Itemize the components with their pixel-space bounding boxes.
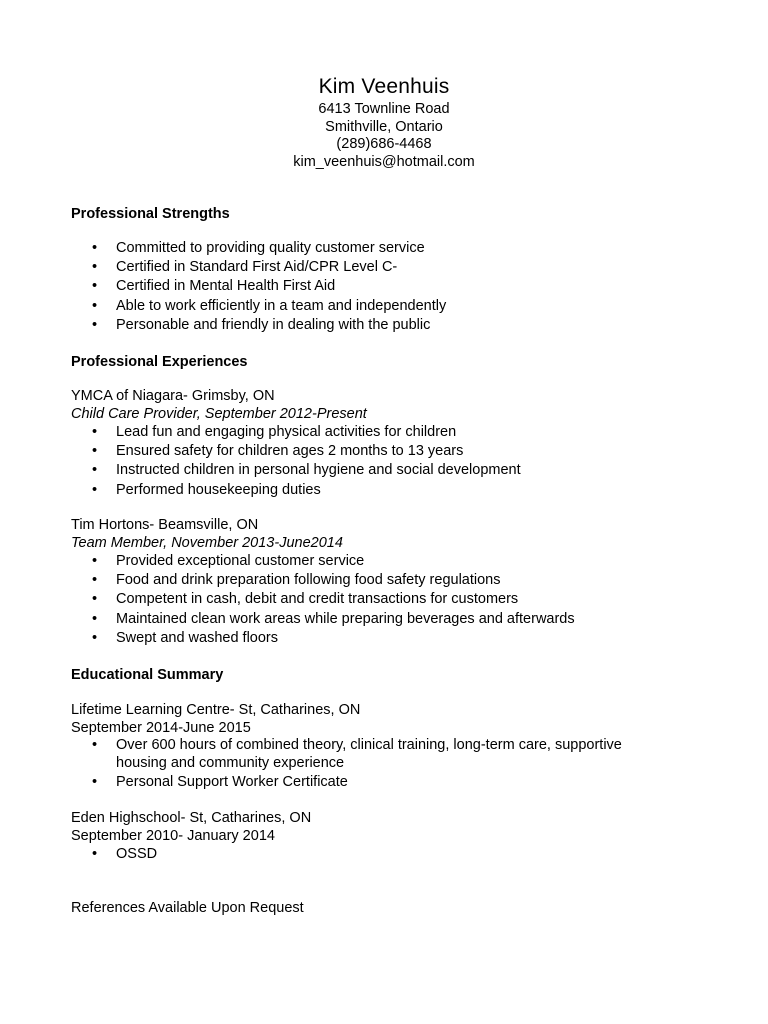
candidate-name: Kim Veenhuis — [318, 75, 450, 98]
list-item — [71, 442, 711, 461]
list-item — [71, 737, 651, 772]
bullet-icon: • — [92, 462, 98, 479]
bullet-icon: • — [92, 259, 98, 276]
job-role: Child Care Provider, September 2012-Present — [71, 406, 367, 422]
list-item — [71, 423, 711, 442]
address-line-1: 6413 Townline Road — [318, 101, 450, 117]
phone-number: (289)686-4468 — [336, 136, 432, 153]
school-entry-lifetime-learning — [71, 701, 711, 793]
list-item-text: Competent in cash, debit and credit transactions for customers — [116, 591, 519, 608]
list-item-text: Food and drink preparation following food safety regulations — [116, 572, 501, 589]
list-item-text: Ensured safety for children ages 2 months to 13 years — [116, 443, 464, 460]
school-entry-eden-highschool — [71, 809, 711, 864]
school-name: Eden Highschool- St, Catharines, ON — [71, 810, 312, 826]
bullet-icon: • — [92, 553, 98, 569]
bullet-icon: • — [92, 572, 98, 589]
list-item-text: Personal Support Worker Certificate — [116, 773, 348, 790]
job-duties-list — [71, 552, 711, 648]
list-item — [71, 610, 711, 629]
school-dates: September 2010- January 2014 — [71, 828, 275, 844]
list-item-text: Lead fun and engaging physical activities for children — [116, 424, 457, 440]
list-item — [71, 239, 711, 258]
references-note: References Available Upon Request — [71, 900, 304, 916]
list-item — [71, 571, 711, 590]
job-entry-tim-hortons — [71, 516, 711, 648]
job-role: Team Member, November 2013-June2014 — [71, 535, 343, 551]
bullet-icon: • — [92, 481, 98, 498]
list-item-text: Able to work efficiently in a team and independently — [116, 297, 447, 314]
bullet-icon: • — [92, 737, 98, 753]
job-entry-ymca — [71, 387, 711, 500]
job-organization: Tim Hortons- Beamsville, ON — [71, 517, 259, 533]
list-item — [71, 845, 711, 864]
list-item — [71, 316, 711, 335]
list-item — [71, 590, 711, 609]
bullet-icon: • — [92, 316, 98, 333]
list-item — [71, 461, 711, 480]
bullet-icon: • — [92, 773, 98, 790]
bullet-icon: • — [92, 610, 98, 627]
list-item-text: Provided exceptional customer service — [116, 553, 365, 569]
education-heading: Educational Summary — [71, 667, 224, 683]
list-item — [71, 774, 651, 792]
list-item-text: Certified in Mental Health First Aid — [116, 278, 336, 295]
list-item — [71, 258, 711, 277]
list-item-text: OSSD — [116, 846, 158, 862]
list-item — [71, 629, 711, 648]
list-item-text: Performed housekeeping duties — [116, 481, 321, 498]
bullet-icon: • — [92, 591, 98, 608]
list-item — [71, 552, 711, 571]
job-organization: YMCA of Niagara- Grimsby, ON — [71, 388, 275, 404]
list-item-text: Personable and friendly in dealing with the public — [116, 316, 431, 333]
strengths-section — [71, 239, 711, 335]
list-item-text: Committed to providing quality customer service — [116, 240, 425, 256]
school-details-list — [71, 737, 651, 791]
job-duties-list — [71, 423, 711, 500]
list-item-text: Instructed children in personal hygiene and social development — [116, 462, 521, 479]
bullet-icon: • — [92, 846, 98, 862]
email-address: kim_veenhuis@hotmail.com — [293, 153, 475, 170]
list-item-text: Certified in Standard First Aid/CPR Level C- — [116, 259, 398, 276]
bullet-icon: • — [92, 297, 98, 314]
bullet-icon: • — [92, 240, 98, 256]
school-details-list — [71, 845, 711, 864]
list-item-text: Swept and washed floors — [116, 629, 279, 646]
list-item-text: Maintained clean work areas while preparing beverages and afterwards — [116, 610, 575, 627]
list-item — [71, 277, 711, 296]
bullet-icon: • — [92, 629, 98, 646]
bullet-icon: • — [92, 278, 98, 295]
address-line-2: Smithville, Ontario — [325, 118, 443, 135]
list-item — [71, 297, 711, 316]
resume-header — [0, 74, 768, 171]
list-item — [71, 481, 711, 500]
bullet-icon: • — [92, 424, 98, 440]
experience-heading: Professional Experiences — [71, 354, 248, 370]
strengths-list — [71, 239, 711, 335]
bullet-icon: • — [92, 443, 98, 460]
school-dates: September 2014-June 2015 — [71, 720, 251, 736]
school-name: Lifetime Learning Centre- St, Catharines, ON — [71, 702, 361, 718]
list-item-text: Over 600 hours of combined theory, clinical training, long-term care, supportive housing and community experience — [116, 737, 622, 771]
strengths-heading: Professional Strengths — [71, 206, 230, 222]
